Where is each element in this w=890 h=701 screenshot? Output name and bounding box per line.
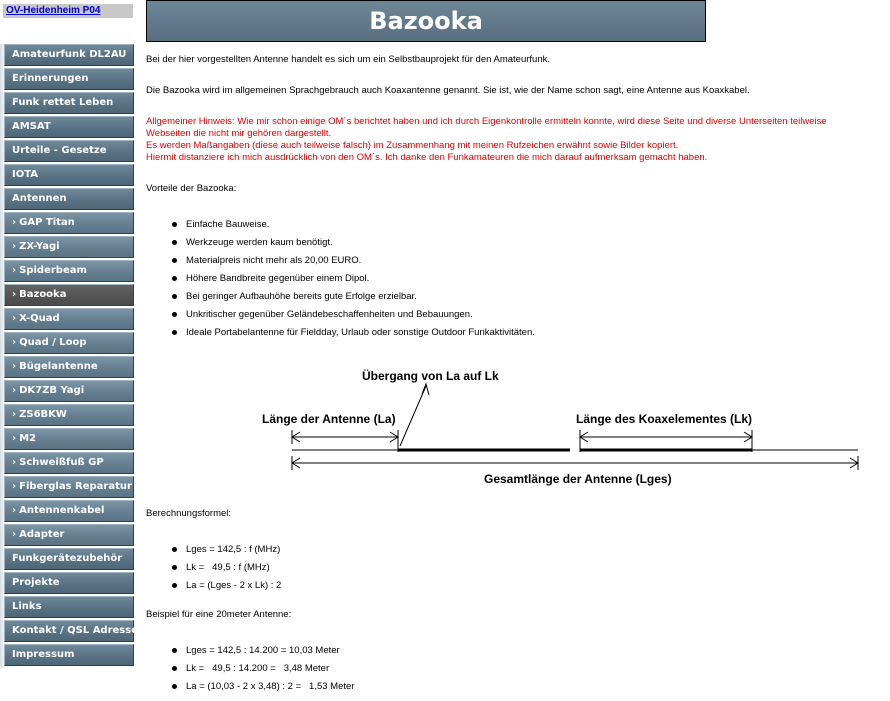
example-item: Lk = 49,5 : 14.200 = 3,48 Meter — [146, 663, 354, 681]
sidebar-item-label: Quad / Loop — [19, 337, 87, 348]
chevron-right-icon: › — [12, 529, 17, 540]
page-title: Bazooka — [146, 0, 706, 42]
sidebar-item-label: Projekte — [12, 577, 60, 588]
sidebar-item-label: Links — [12, 601, 42, 612]
sidebar-item-adapter[interactable] — [4, 524, 134, 546]
sidebar-item-gap-titan[interactable] — [4, 212, 134, 234]
notice-line-1: Allgemeiner Hinweis: Wie mir schon einige OM´s berichtet haben und ich durch Eigenkontrolle ermitteln konnte, wird diese Seite und diverse Unterseiten teilweise — [146, 116, 827, 127]
sidebar-item-quad-loop[interactable] — [4, 332, 134, 354]
notice-line-3: Es werden Maßangaben (diese auch teilweise falsch) im Zusammenhang mit meinen Rufzeichen erwähnt sowie Bilder kopiert. — [146, 140, 679, 151]
diagram-lk-label: Länge des Koaxelementes (Lk) — [576, 412, 753, 426]
chevron-right-icon: › — [12, 313, 17, 324]
sidebar-item-label: Spiderbeam — [19, 265, 87, 276]
sidebar-item-dk7zb-yagi[interactable] — [4, 380, 134, 402]
advantage-item: Materialpreis nicht mehr als 20,00 EURO. — [146, 255, 535, 273]
chevron-right-icon: › — [12, 505, 17, 516]
diagram-total-label: Gesamtlänge der Antenne (Lges) — [484, 472, 672, 486]
sidebar-item-erinnerungen[interactable] — [4, 68, 134, 90]
sidebar-item-projekte[interactable] — [4, 572, 134, 594]
sidebar-item-x-quad[interactable] — [4, 308, 134, 330]
intro-paragraph-1: Bei der hier vorgestellten Antenne handelt es sich um ein Selbstbauprojekt für den Amateurfunk. — [146, 54, 550, 65]
sidebar-item-bügelantenne[interactable] — [4, 356, 134, 378]
sidebar-item-label: GAP Titan — [19, 217, 75, 228]
sidebar-item-label: Erinnerungen — [12, 73, 89, 84]
formula-item: La = (Lges - 2 x Lk) : 2 — [146, 580, 281, 598]
advantage-item: Ideale Portabelantenne für Fieldday, Urlaub oder sonstige Outdoor Funkaktivitäten. — [146, 327, 535, 345]
sidebar-item-label: Bazooka — [19, 289, 67, 300]
ov-heidenheim-link[interactable]: OV-Heidenheim P04 — [6, 5, 101, 16]
chevron-right-icon: › — [12, 337, 17, 348]
advantage-item: Unkritischer gegenüber Geländebeschaffenheiten und Bebauungen. — [146, 309, 535, 327]
sidebar-item-label: Urteile - Gesetze — [12, 145, 107, 156]
notice-line-4: Hiermit distanziere ich mich ausdrücklich von den OM´s. Ich danke den Funkamateuren die mich darauf aufmerksam gemacht haben. — [146, 152, 708, 163]
sidebar-item-urteile-gesetze[interactable] — [4, 140, 134, 162]
advantage-item: Höhere Bandbreite gegenüber einem Dipol. — [146, 273, 535, 291]
sidebar-nav — [0, 44, 136, 668]
sidebar-item-label: DK7ZB Yagi — [19, 385, 85, 396]
sidebar-item-label: Fiberglas Reparatur — [19, 481, 132, 492]
sidebar-item-label: Impressum — [12, 649, 75, 660]
sidebar-item-antennen[interactable] — [4, 188, 134, 210]
sidebar-item-label: ZX-Yagi — [19, 241, 60, 252]
sidebar-item-label: Schweißfuß GP — [19, 457, 104, 468]
sidebar-item-label: ZS6BKW — [19, 409, 67, 420]
sidebar-item-label: IOTA — [12, 169, 39, 180]
bazooka-diagram — [230, 360, 870, 490]
sidebar-item-amateurfunk-dl2au[interactable] — [4, 44, 134, 66]
diagram-transition-label: Übergang von La auf Lk — [362, 369, 499, 383]
intro-paragraph-2: Die Bazooka wird im allgemeinen Sprachgebrauch auch Koaxantenne genannt. Sie ist, wie der Name schon sagt, eine Antenne aus Koaxkabel. — [146, 85, 750, 96]
formula-list — [146, 544, 281, 598]
advantages-heading: Vorteile der Bazooka: — [146, 183, 237, 194]
sidebar-item-label: Antennen — [12, 193, 67, 204]
sidebar-item-label: Bügelantenne — [19, 361, 98, 372]
sidebar-item-zs6bkw[interactable] — [4, 404, 134, 426]
sidebar-item-zx-yagi[interactable] — [4, 236, 134, 258]
sidebar-item-links[interactable] — [4, 596, 134, 618]
sidebar-item-label: Antennenkabel — [19, 505, 105, 516]
formula-item: Lk = 49,5 : f (MHz) — [146, 562, 281, 580]
example-list — [146, 645, 354, 699]
sidebar-item-funk-rettet-leben[interactable] — [4, 92, 134, 114]
chevron-right-icon: › — [12, 217, 17, 228]
advantage-item: Einfache Bauweise. — [146, 219, 535, 237]
chevron-right-icon: › — [12, 265, 17, 276]
sidebar-item-kontakt-qsl-adresse[interactable] — [4, 620, 138, 642]
advantage-item: Werkzeuge werden kaum benötigt. — [146, 237, 535, 255]
sidebar-item-label: X-Quad — [19, 313, 60, 324]
ov-header-box — [3, 4, 133, 18]
example-item: La = (10,03 - 2 x 3,48) : 2 = 1,53 Meter — [146, 681, 354, 699]
sidebar-item-schweißfuß-gp[interactable] — [4, 452, 134, 474]
sidebar-item-funkgerätezubehör[interactable] — [4, 548, 134, 570]
sidebar-item-amsat[interactable] — [4, 116, 134, 138]
chevron-right-icon: › — [12, 289, 17, 300]
example-heading: Beispiel für eine 20meter Antenne: — [146, 609, 292, 620]
sidebar-item-impressum[interactable] — [4, 644, 134, 666]
sidebar-item-fiberglas-reparatur[interactable] — [4, 476, 134, 498]
sidebar-item-label: Amateurfunk DL2AU — [12, 49, 127, 60]
sidebar-item-label: Funk rettet Leben — [12, 97, 114, 108]
advantage-item: Bei geringer Aufbauhöhe bereits gute Erfolge erzielbar. — [146, 291, 535, 309]
sidebar-item-spiderbeam[interactable] — [4, 260, 134, 282]
chevron-right-icon: › — [12, 481, 17, 492]
sidebar-item-iota[interactable] — [4, 164, 134, 186]
sidebar-item-label: Adapter — [19, 529, 65, 540]
chevron-right-icon: › — [12, 385, 17, 396]
advantages-list — [146, 219, 535, 345]
sidebar-item-label: Kontakt / QSL Adresse — [12, 625, 138, 636]
sidebar-item-m2[interactable] — [4, 428, 134, 450]
chevron-right-icon: › — [12, 241, 17, 252]
sidebar-item-label: AMSAT — [12, 121, 51, 132]
notice-line-2: Webseiten die nicht mir gehören dargestellt. — [146, 128, 332, 139]
sidebar-item-label: M2 — [19, 433, 37, 444]
chevron-right-icon: › — [12, 361, 17, 372]
sidebar-item-bazooka[interactable] — [4, 284, 134, 306]
chevron-right-icon: › — [12, 457, 17, 468]
chevron-right-icon: › — [12, 433, 17, 444]
sidebar-item-label: Funkgerätezubehör — [12, 553, 123, 564]
sidebar-item-antennenkabel[interactable] — [4, 500, 134, 522]
chevron-right-icon: › — [12, 409, 17, 420]
transition-arrow — [400, 386, 426, 446]
formula-heading: Berechnungsformel: — [146, 508, 232, 519]
example-item: Lges = 142,5 : 14.200 = 10,03 Meter — [146, 645, 354, 663]
formula-item: Lges = 142,5 : f (MHz) — [146, 544, 281, 562]
diagram-la-label: Länge der Antenne (La) — [262, 412, 396, 426]
